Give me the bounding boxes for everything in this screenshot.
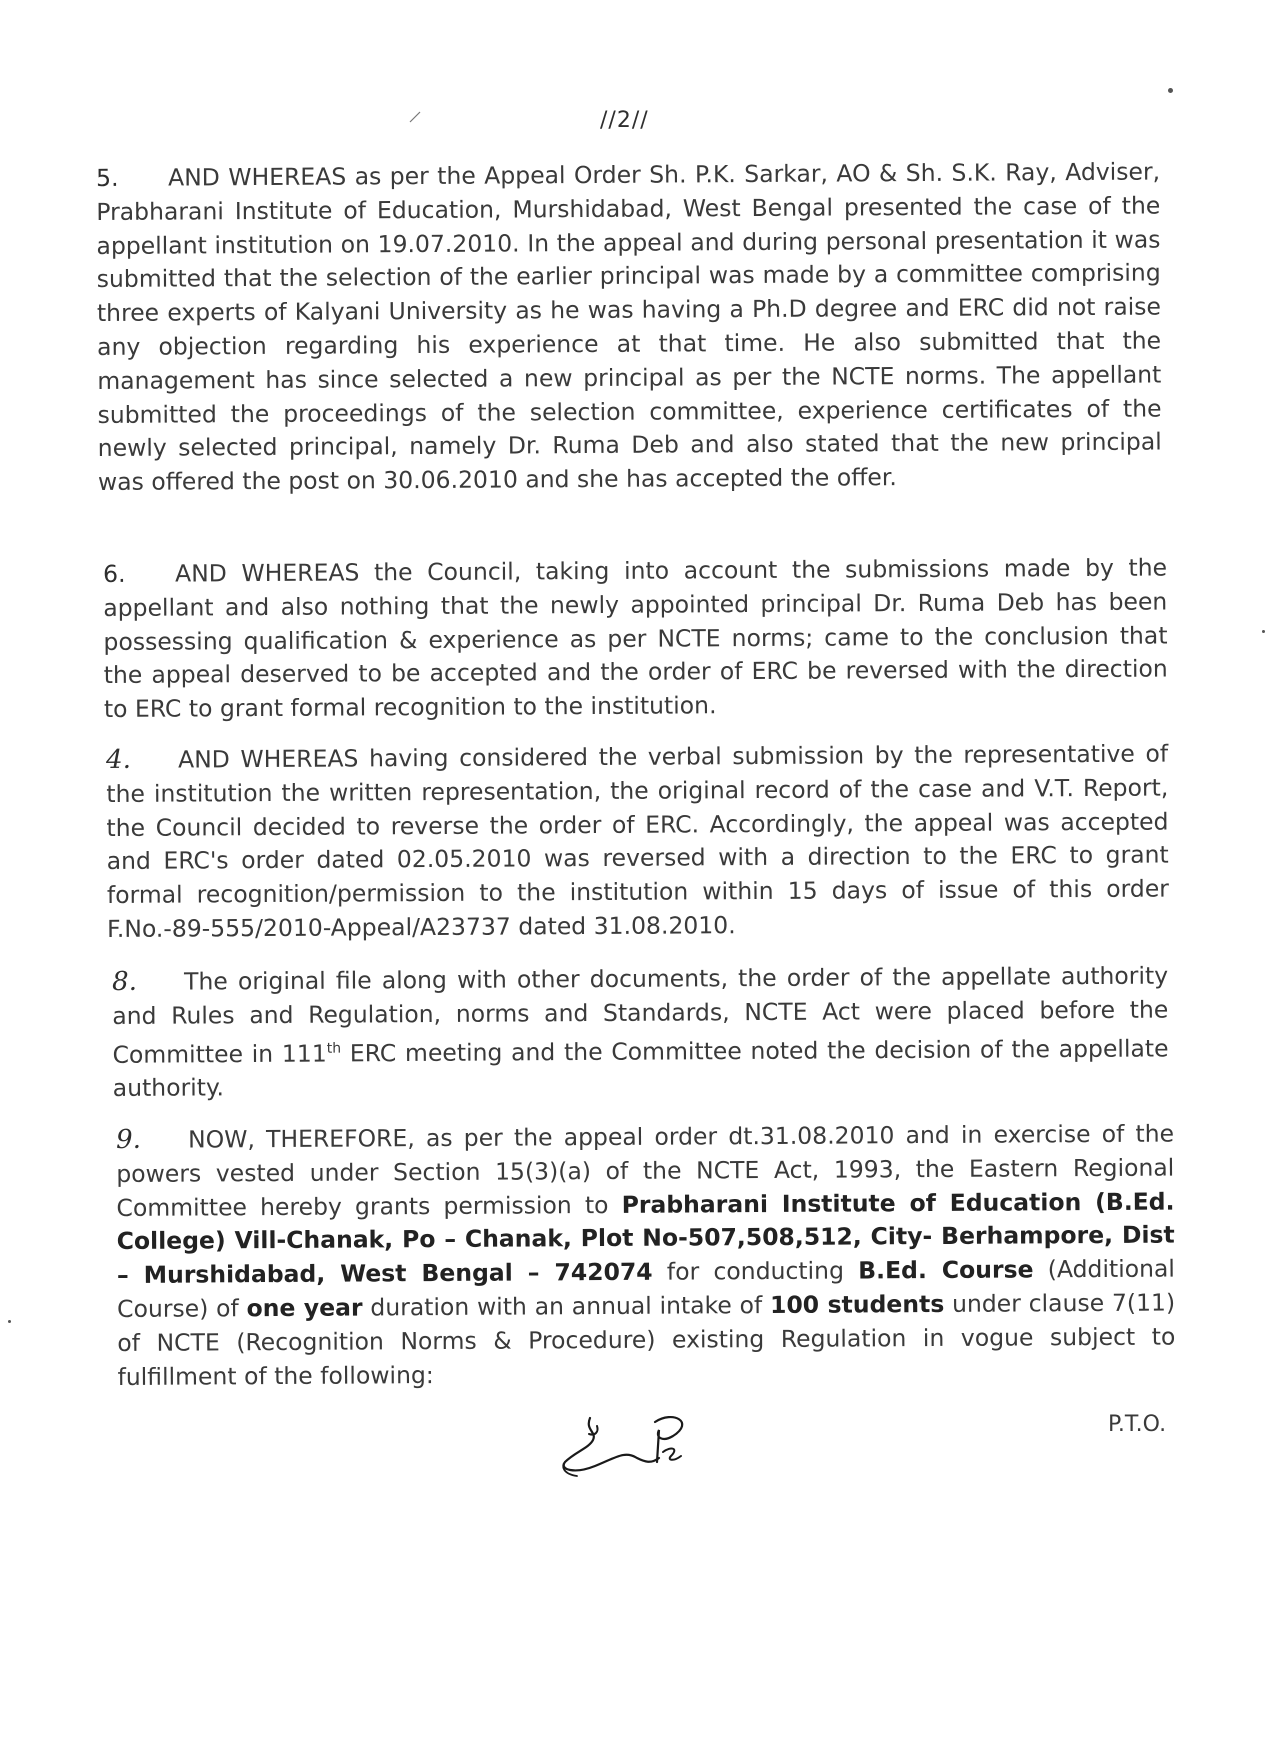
superscript: th	[326, 1040, 342, 1057]
paragraph-number: 5.	[96, 163, 119, 192]
institution-name: Prabharani Institute of Education (B.Ed. College) Vill-Chanak, Po – Chanak, Plot No-507,508,512, City- Berhampore, Dist – Murshidabad, West Bengal – 742074	[116, 1187, 1175, 1290]
please-turn-over-label: P.T.O.	[1108, 1412, 1167, 1437]
paragraph-number-handwritten: 4.	[106, 744, 132, 775]
paragraph-text: NOW, THEREFORE, as per the appeal order dt.31.08.2010 and in exercise of the powers vested under Section 15(3)(a) of the NCTE Act, 1993, the Eastern Regional Committee hereby grants permission to	[116, 1119, 1175, 1222]
paragraph-text: AND WHEREAS the Council, taking into account the submissions made by the appellant and also nothing that the newly appointed principal Dr. Ruma Deb has been possessing qualification & experience as per NCTE norms; came to the conclusion that the appeal deserved to be accepted and the order of ERC be reversed with the direction to ERC to grant formal recognition to the institution.	[103, 553, 1168, 724]
paragraph-6	[103, 552, 1168, 727]
scan-speck	[8, 1320, 11, 1323]
paragraph-text: AND WHEREAS as per the Appeal Order Sh. P.K. Sarkar, AO & Sh. S.K. Ray, Adviser, Prabharani Institute of Education, Murshidabad, West Bengal presented the case of the appellant institution on 19.07.2010. In the appeal and during personal presentation it was submitted that the selection of the earlier principal was made by a committee comprising three experts of Kalyani University as he was having a Ph.D degree and ERC did not raise any objection regarding his experience at that time. He also submitted that the management has since selected a new principal as per the NCTE norms. The appellant submitted the proceedings of the selection committee, experience certificates of the newly selected principal, namely Dr. Ruma Deb and also stated that the new principal was offered the post on 30.06.2010 and she has accepted the offer.	[96, 157, 1162, 497]
paragraph-text: The original file along with other documents, the order of the appellate authority and Rules and Regulation, norms and Standards, NCTE Act were placed before the Committee in 111	[112, 961, 1169, 1069]
paragraph-text: duration with an annual intake of	[362, 1290, 771, 1322]
paragraph-5	[96, 156, 1162, 500]
signature	[555, 1400, 705, 1490]
paragraph-number-handwritten: 9.	[116, 1124, 142, 1155]
scan-stroke-mark	[408, 110, 422, 124]
paragraph-text: AND WHEREAS having considered the verbal submission by the representative of the institution the written representation, the original record of the case and V.T. Report, the Council decided to reverse the order of ERC. Accordingly, the appeal was accepted and ERC's order dated 02.05.2010 was reversed with a direction to the ERC to grant formal recognition/permission to the institution within 15 days of issue of this order F.No.-89-555/2010-Appeal/A23737 dated 31.08.2010.	[106, 739, 1169, 943]
paragraph-9	[116, 1118, 1176, 1395]
course-name: B.Ed. Course	[858, 1255, 1034, 1285]
paragraph-7	[106, 738, 1169, 947]
annual-intake: 100 students	[769, 1289, 945, 1319]
scan-speck	[1262, 630, 1265, 633]
paragraph-text: (Additional Course) of	[117, 1254, 1175, 1323]
paragraph-number: 6.	[103, 559, 126, 588]
paragraph-number-handwritten: 8.	[112, 966, 138, 997]
scan-speck	[1168, 88, 1173, 93]
page-number-marker: //2//	[600, 108, 649, 133]
course-duration: one year	[246, 1293, 363, 1323]
paragraph-text: under clause 7(11) of NCTE (Recognition Norms & Procedure) existing Regulation in vogue subject to fulfillment of the following:	[117, 1288, 1176, 1391]
paragraph-text: for conducting	[652, 1256, 859, 1286]
paragraph-text: ERC meeting and the Committee noted the decision of the appellate authority.	[112, 1033, 1169, 1103]
paragraph-8	[112, 960, 1169, 1106]
